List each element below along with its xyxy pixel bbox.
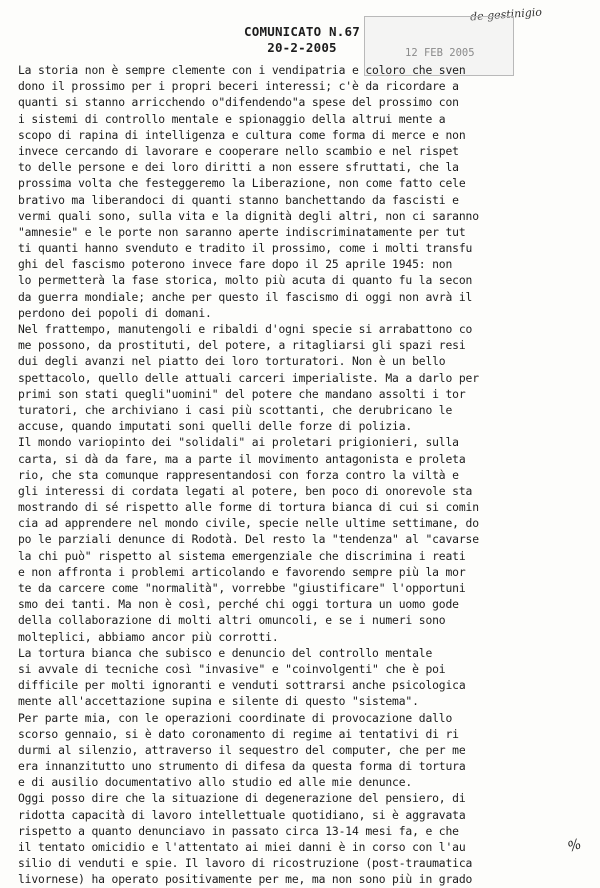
text-line: te da carcere come "normalità", vorrebbe "giustificare" l'opportuni: [18, 581, 466, 595]
text-line: i sistemi di controllo mentale e spionaggio della altrui mente a: [18, 111, 446, 126]
text-line: carta, si dà da fare, ma a parte il movimento antagonista e proleta: [18, 451, 466, 466]
text-line: vermi quali sono, sulla vita e la dignità degli altri, non ci saranno: [18, 208, 479, 223]
text-line: invece cercando di lavorare e cooperare nello scambio e nel rispet: [18, 143, 459, 158]
text-line: il tentato omicidio e l'attentato ai miei danni è in corso con l'au: [18, 840, 466, 854]
text-line: lo permetterà la fase storica, molto più acuta di quanto fu la secon: [18, 273, 473, 288]
text-line: e non affronta i problemi articolando e favorendo sempre più la mor: [18, 564, 466, 579]
text-line: era innanzitutto uno strumento di difesa da questa forma di tortura: [18, 759, 466, 774]
text-line: La storia non è sempre clemente con i vendipatria e coloro che sven: [18, 63, 466, 77]
text-line: scorso gennaio, si è dato coronamento di regime ai tentativi di ri: [18, 726, 459, 741]
text-line: ghi del fascismo poterono invece fare dopo il 25 aprile 1945: non: [18, 257, 453, 272]
text-line: ti quanti hanno svenduto e tradito il prossimo, come i molti transfu: [18, 241, 473, 256]
text-line: dono il prossimo per i propri beceri interessi; c'è da ricordare a: [18, 79, 459, 94]
text-line: silio di venduti e spie. Il lavoro di ricostruzione (post-traumatica: [18, 856, 473, 871]
document-body: [18, 62, 590, 888]
text-line: della collaborazione di molti altri omuncoli, e se i numeri sono: [18, 613, 446, 628]
text-line: accuse, quando imputati soni quelli delle forze di polizia.: [18, 419, 413, 434]
text-line: gli interessi di cordata legati al potere, ben poco di onorevole sta: [18, 483, 473, 498]
text-line: ridotta capacità di lavoro intellettuale quotidiano, si è aggravata: [18, 807, 466, 822]
handwritten-note: de gestinigio: [469, 5, 543, 24]
document-date: 20-2-2005: [267, 40, 337, 55]
text-line: me possono, da prostituti, del potere, a ritagliarsi gli spazi resi: [18, 338, 466, 353]
text-line: e di ausilio documentativo allo studio ed alle mie denunce.: [18, 775, 413, 790]
text-line: da guerra mondiale; anche per questo il fascismo di oggi non avrà il: [18, 289, 473, 304]
text-line: durmi al silenzio, attraverso il sequestro del computer, che per me: [18, 742, 466, 757]
text-line: molteplici, abbiamo ancor più corrotti.: [18, 629, 279, 644]
text-line: la chi può" rispetto al sistema emergenziale che discrimina i reati: [18, 548, 466, 563]
text-line: difficile per molti ignoranti e venduti sottrarsi anche psicologica: [18, 678, 466, 693]
text-line: Per parte mia, con le operazioni coordinate di provocazione dallo: [18, 710, 453, 725]
text-line: Oggi posso dire che la situazione di degenerazione del pensiero, di: [18, 791, 466, 806]
text-line: dui degli avanzi nel piatto dei loro torturatori. Non è un bello: [18, 354, 446, 369]
text-line: po le parziali denunce di Rodotà. Del resto la "tendenza" al "cavarse: [18, 532, 479, 547]
text-line: rispetto a quanto denunciavo in passato circa 13-14 mesi fa, e che: [18, 823, 459, 838]
text-line: quanti si stanno arricchendo o"difendendo"a spese del prossimo con: [18, 95, 459, 110]
text-line: cia ad apprendere nel mondo civile, specie nelle ultime settimane, do: [18, 516, 479, 531]
document-title: COMUNICATO N.67: [244, 24, 360, 39]
text-line: rio, che sta comunque rappresentandosi con forza contro la viltà e: [18, 467, 459, 482]
document-header: [232, 24, 372, 56]
text-line: spettacolo, quello delle attuali carceri imperialiste. Ma a darlo per: [18, 370, 479, 385]
text-line: mostrando di sé rispetto alle forme di tortura bianca di cui si comin: [18, 500, 479, 515]
stamp-date: 12 FEB 2005: [405, 47, 475, 59]
text-line: perdono dei popoli di domani.: [18, 305, 212, 320]
text-line: primi son stati quegli"uomini" del potere che mandano assolti i tor: [18, 386, 466, 401]
text-line: prossima volta che festeggeremo la Liberazione, non come fatto cele: [18, 176, 466, 191]
text-line: turatori, che archiviano i casi più scottanti, che derubricano le: [18, 402, 453, 417]
text-line: smo dei tanti. Ma non è così, perché chi oggi tortura un uomo gode: [18, 597, 459, 612]
text-line: Nel frattempo, manutengoli e ribaldi d'ogni specie si arrabattono co: [18, 322, 473, 336]
text-line: brativo ma liberandoci di quanti stanno banchettando da fascisti e: [18, 192, 459, 207]
text-line: scopo di rapina di intelligenza e cultura come forma di merce e non: [18, 127, 466, 142]
text-line: mente all'accettazione supina e silente di questo "sistema".: [18, 694, 419, 709]
text-line: livornese) ha operato positivamente per me, ma non sono più in grado: [18, 872, 473, 887]
text-line: "amnesie" e le porte non saranno aperte indiscriminatamente per tut: [18, 224, 466, 239]
text-line: Il mondo variopinto dei "solidali" ai proletari prigionieri, sulla: [18, 435, 459, 450]
text-line: to delle persone e dei loro diritti a non essere sfruttati, che la: [18, 160, 459, 175]
text-line: si avvale di tecniche così "invasive" e "coinvolgenti" che è poi: [18, 661, 446, 676]
text-line: La tortura bianca che subisco e denuncio del controllo mentale: [18, 645, 433, 660]
corner-handwritten-mark: %: [565, 836, 584, 856]
